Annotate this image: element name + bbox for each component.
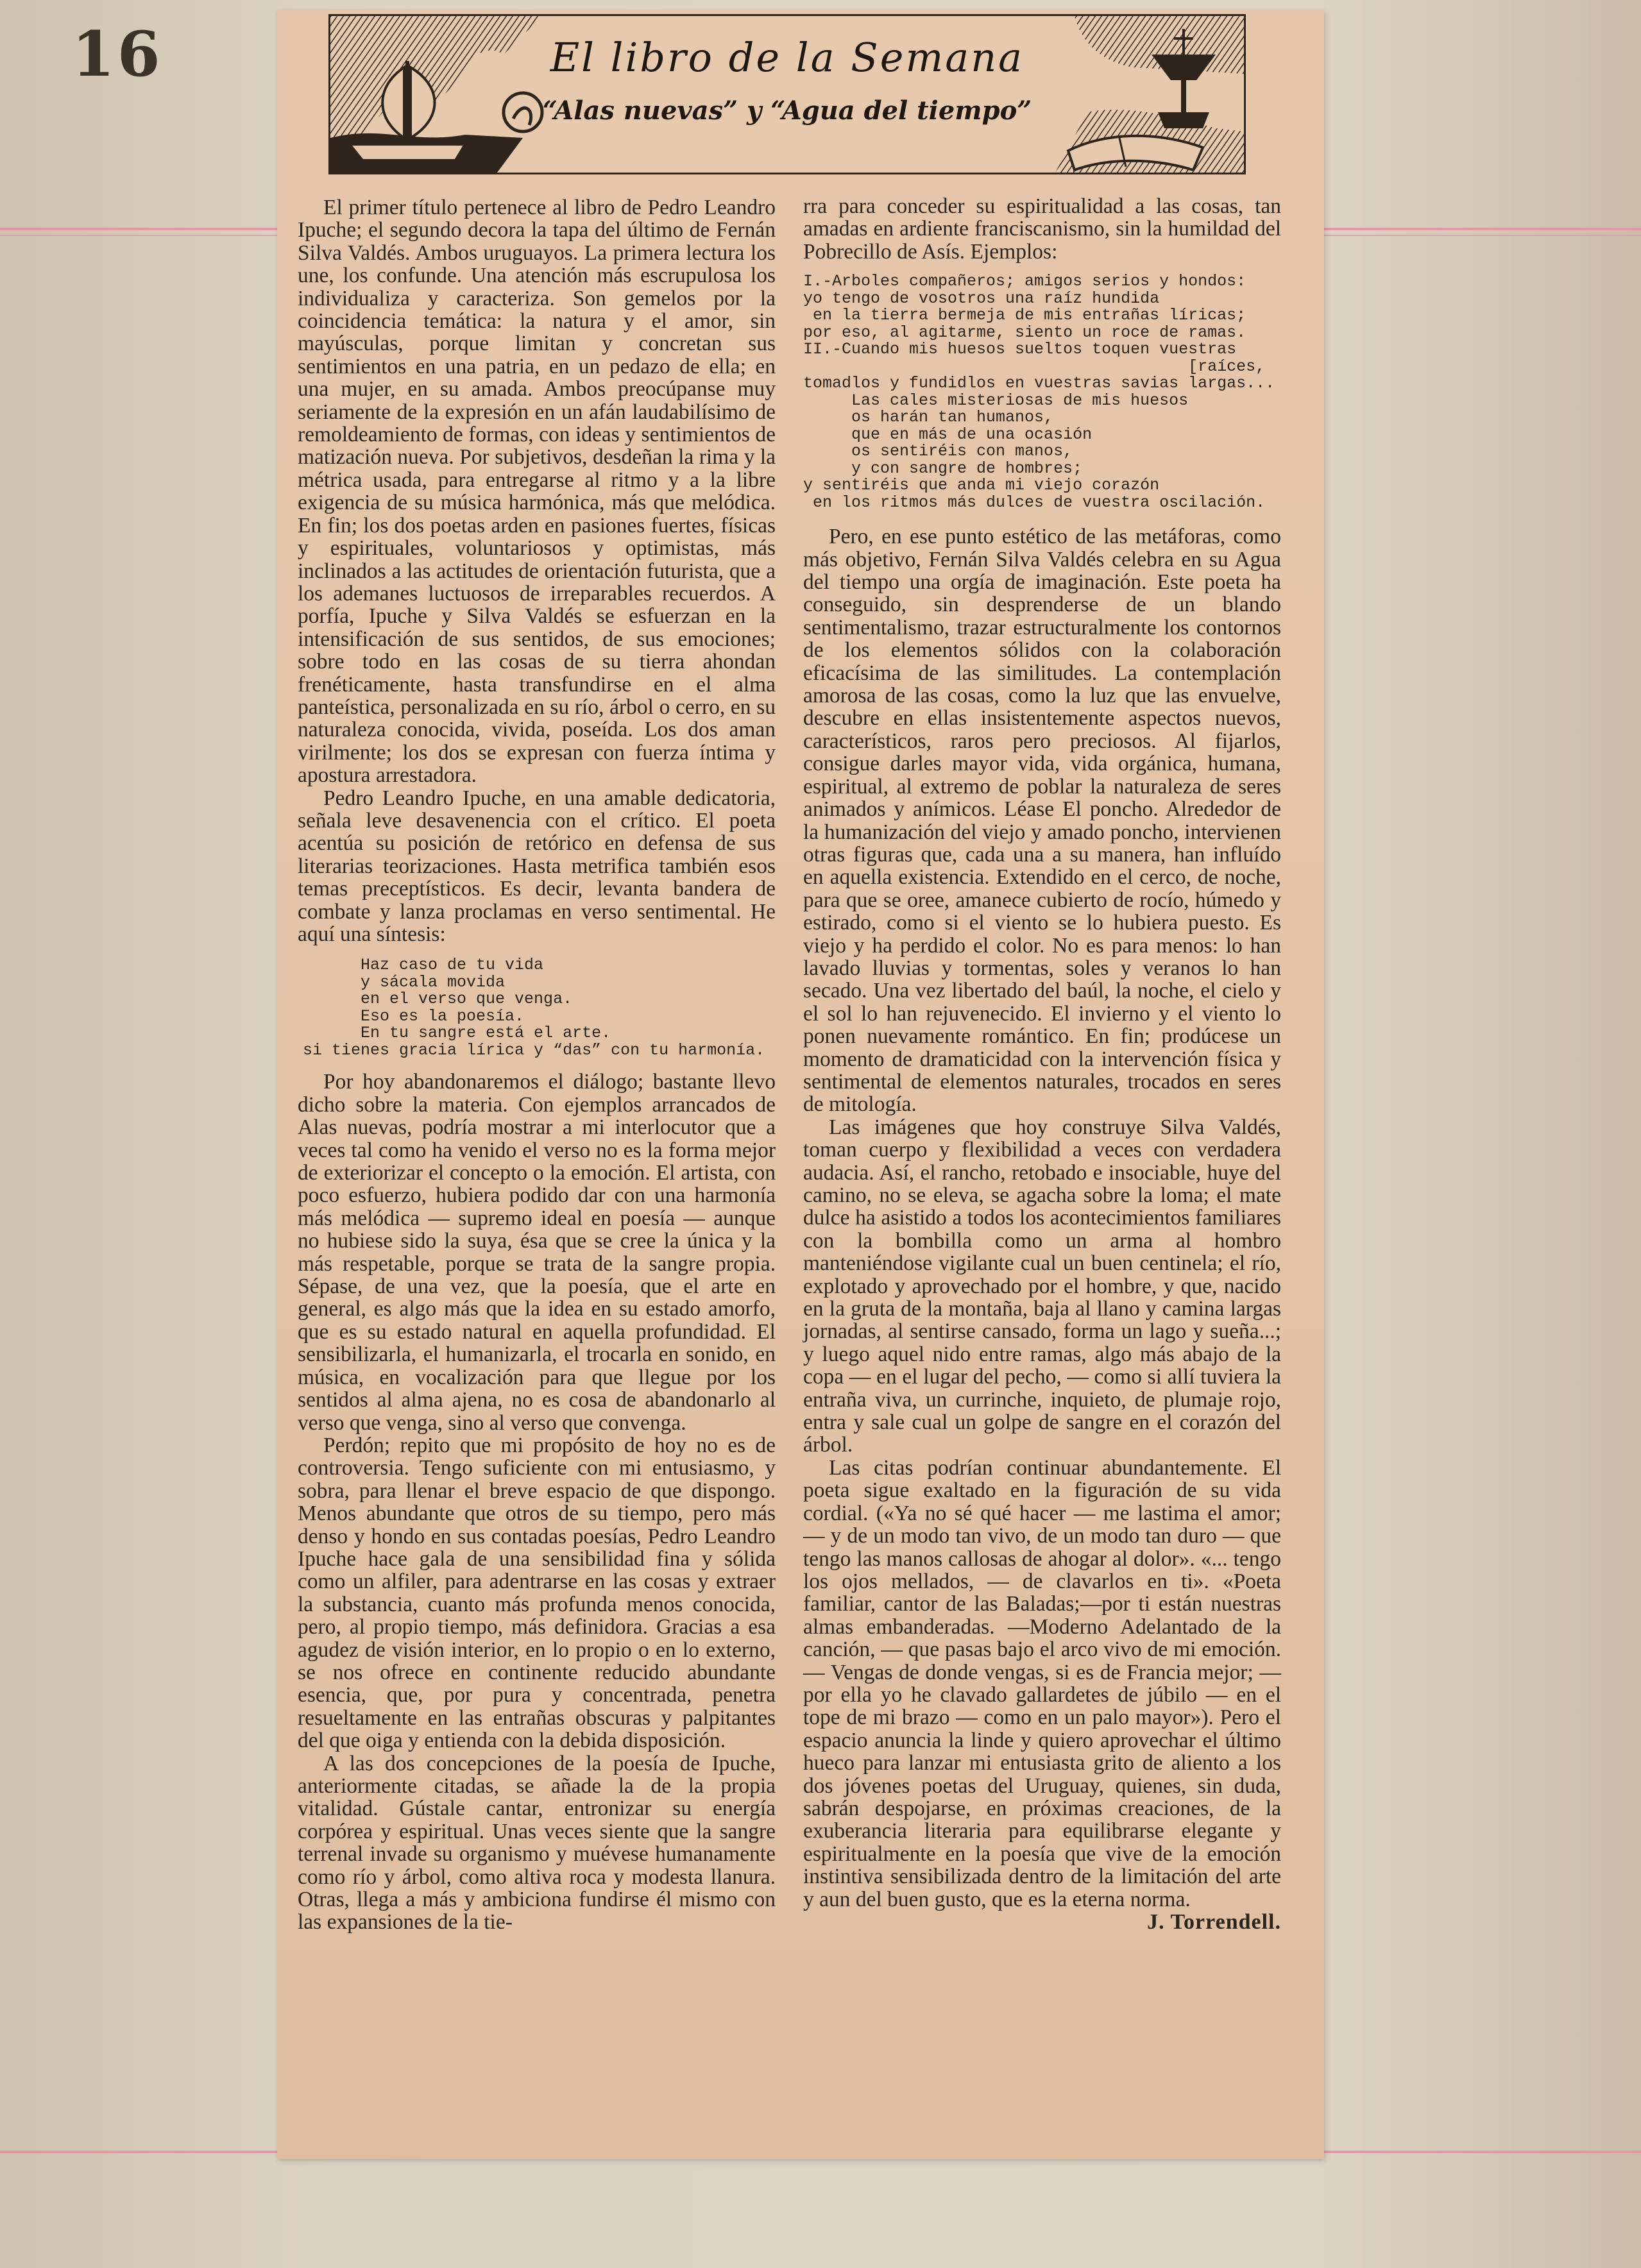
paragraph: Las imágenes que hoy construye Silva Valdés, toman cuerpo y flexibilidad a veces con verdadera audacia. Así, el rancho, retobado e insociable, huye del camino, no se eleva, se agacha sobre la loma; el mate dulce ha asistido a todos los acontecimientos familiares con la bombilla como un arma al hombro manteniéndose vigilante cual un buen centinela; el río, explotado y aprovechado por el hombre, y que, nacido en la gruta de la montaña, baja al llano y camina largas jornadas, al sentirse cansado, forma un lago y sueña...; y luego aquel nido entre ramas, algo más abajo de la copa — en el lugar del pecho, — como si allí tuviera la entraña viva, un currinche, inquieto, de plumaje rojo, entra y sale cual un golpe de sangre en el corazón del árbol. <box>803 1115 1281 1457</box>
column-title: El libro de la Semana <box>550 34 1025 81</box>
paragraph: Las citas podrían continuar abundantemente. El poeta sigue exaltado en la figuración de su vida cordial. («Ya no sé qué hacer — me lastima el amor; — y de un modo tan vivo, de un modo tan duro — que tengo las manos callosas de ahogar al dolor». «... tengo los ojos mellados, — de clavarlos en ti». «Poeta familiar, cantor de las Baladas;—por ti están nuestras almas embanderadas. —Moderno Adelantado de la canción, — que pasas bajo el arco vivo de mi emoción. — Vengas de donde vengas, si es de Francia mejor; — por ella yo he clavado gallardetes de júbilo — en el tope de mi brazo — como en un palo mayor»). Pero el espacio anuncia la linde y quiero aprovechar el último hueco para lanzar mi entusiasta grito de aliento a los dos jóvenes poetas del Uruguay, quienes, sin duda, sabrán despojarse, en próximas creaciones, de la exuberancia literaria para equilibrarse elegante y espiritualmente en la poesía que vive de la emoción instintiva sensibilizada dentro de la limitación del arte y aun del buen gusto, que es la eterna norma. <box>803 1455 1281 1911</box>
newspaper-clipping <box>277 10 1324 2159</box>
paragraph: Pedro Leandro Ipuche, en una amable dedicatoria, señala leve desavenencia con el crítico. El poeta acentúa su posición de retórico en defensa de sus literarias teorizaciones. Hasta metrifica también esos temas preceptísticos. Es decir, levanta bandera de combate y lanza proclamas en verso sentimental. He aquí una síntesis: <box>298 786 776 946</box>
paragraph: rra para conceder su espiritualidad a las cosas, tan amadas en ardiente franciscanismo, sin la humildad del Pobrecillo de Asís. Ejemplos: <box>803 194 1281 264</box>
author-signature: J. Torrendell. <box>1147 1910 1281 1934</box>
paragraph: Por hoy abandonaremos el diálogo; bastante llevo dicho sobre la materia. Con ejemplos arrancados de Alas nuevas, podría mostrar a mi interlocutor que a veces tal como ha venido el verso no es la forma mejor de exteriorizar el concepto o la emoción. El artista, con poco esfuerzo, hubiera podido dar con una harmonía más melódica — supremo ideal en poesía — aunque no hubiese sido la suya, ésa que se cree la única y la más respetable, porque se trata de la sangre propia. Sépase, de una vez, que la poesía, que el arte en general, es algo más que la idea en su estado amorfo, que es su estado natural en aquella profundidad. El sensibilizarla, el humanizarla, el trocarla en sonido, en música, en vocalización para que llegue por los sentidos al alma ajena, no es cosa de abandonarlo al verso que venga, sino al verso que convenga. <box>298 1070 776 1435</box>
paragraph: Perdón; repito que mi propósito de hoy no es de controversia. Tengo suficiente con mi entusiasmo, y sobra, para llenar el breve espacio de que dispongo. Menos abundante que otros de su tiempo, pero más denso y hondo en sus contadas poesías, Pedro Leandro Ipuche hace gala de una sensibilidad fina y sólida como un alfiler, para adentrarse en las cosas y extraer la substancia, cuanto más profunda menos conocida, pero, al propio tiempo, más definidora. Gracias a esa agudez de visión interior, en lo propio o en lo externo, se nos ofrece en continente reducido abundante esencia, que, por pura y concentrada, penetra resueltamente en las entrañas obscuras y palpitantes del que oiga y entienda con la debida disposición. <box>298 1433 776 1753</box>
verse-quote: Haz caso de tu vida y sácala movida en el verso que venga. Eso es la poesía. En tu sangre está el arte. si tienes gracia lírica y “das” con tu harmonía. <box>303 956 765 1060</box>
page-number: 16 <box>72 18 163 90</box>
paragraph: Pero, en ese punto estético de las metáforas, como más objetivo, Fernán Silva Valdés celebra en su Agua del tiempo una orgía de imaginación. Este poeta ha conseguido, sin desprenderse de un blando sentimentalismo, trazar estructuralmente los contornos de los elementos sólidos con la colaboración eficacísima de las similitudes. La contemplación amorosa de las cosas, como la luz que las envuelve, descubre en ellas insistentemente aspectos nuevos, característicos, raros pero preciosos. Al fijarlos, consigue darles mayor vida, vida orgánica, humana, espiritual, al extremo de poblar la naturaleza de seres animados y anímicos. Léase El poncho. Alrededor de la humanización del viejo y amado poncho, intervienen otras figuras que, cada una a su manera, han influído en aquella existencia. Extendido en el cerco, de noche, para que se oree, amanece cubierto de rocío, húmedo y estirado, como si el viento se lo hubiera puesto. Es viejo y ha perdido el color. No es para menos: lo han lavado lluvias y tormentas, soles y veranos lo han secado. Una vez libertado del baúl, la noche, el cielo y el sol lo han rejuvenecido. El invierno y el viento lo ponen nuevamente romántico. En fin; prodúcese un momento de dramaticidad con la intervención física y sentimental de elementos naturales, trocados en seres de mitología. <box>803 525 1281 1117</box>
column-masthead <box>328 14 1246 174</box>
paragraph: El primer título pertenece al libro de Pedro Leandro Ipuche; el segundo decora la tapa del último de Fernán Silva Valdés. Ambos uruguayos. La primera lectura los une, los confunde. Una atención más escrupulosa los individualiza y caracteriza. Son gemelos por la coincidencia temática: la natura y el amor, sin mayúsculas, porque limitan y concretan sus sentimientos en una patria, en un pedazo de ella; en una mujer, en su amada. Ambos preocúpanse muy seriamente de la expresión en un afán laudabilísimo de remoldeamiento de formas, con ideas y sentimientos de matización nueva. Por subjetivos, desdeñan la rima y la métrica usada, para entregarse al ritmo y a la libre exigencia de su música harmónica, más que melódica. En fin; los dos poetas arden en pasiones fuertes, físicas y espirituales, voluntariosos y optimistas, más inclinados a las actitudes de orientación futurista, que a los ademanes luctuosos de irreparables recuerdos. A porfía, Ipuche y Silva Valdés se esfuerzan en la intensificación de sus sentidos, de sus emociones; sobre todo en las cosas de su tierra ahondan frenéticamente, hasta transfundirse en el alma panteística, personalizada en su río, árbol o cerro, en su naturaleza conocida, vivida, poseída. Los dos aman virilmente; los dos se expresan con fuerza íntima y apostura arrestadora. <box>298 196 776 788</box>
review-title: “Alas nuevas” y “Agua del tiempo” <box>542 96 1032 126</box>
article-column-right <box>803 195 1281 1933</box>
article-column-left <box>298 196 776 1934</box>
verse-quote: I.-Arboles compañeros; amigos serios y hondos: yo tengo de vosotros una raíz hundida en la tierra bermeja de mis entrañas líricas; por eso, al agitarme, siento un roce de ramas. II.-Cuando mis huesos sueltos toquen vuestras [raíces, tomadlos y fundidlos en vuestras savias largas... Las cales misteriosas de mis huesos os harán tan humanos, que en más de una ocasión os sentiréis con manos, y con sangre de hombres; y sentiréis que anda mi viejo corazón en los ritmos más dulces de vuestra oscilación. <box>803 272 1275 512</box>
paragraph: A las dos concepciones de la poesía de Ipuche, anteriormente citadas, se añade la de la propia vitalidad. Gústale cantar, entronizar su energía corpórea y espiritual. Unas veces siente que la sangre terrenal invade su organismo y muévese humanamente como río y árbol, como altiva roca y modesta llanura. Otras, llega a más y ambiciona fundirse él mismo con las expansiones de la tie- <box>298 1751 776 1934</box>
